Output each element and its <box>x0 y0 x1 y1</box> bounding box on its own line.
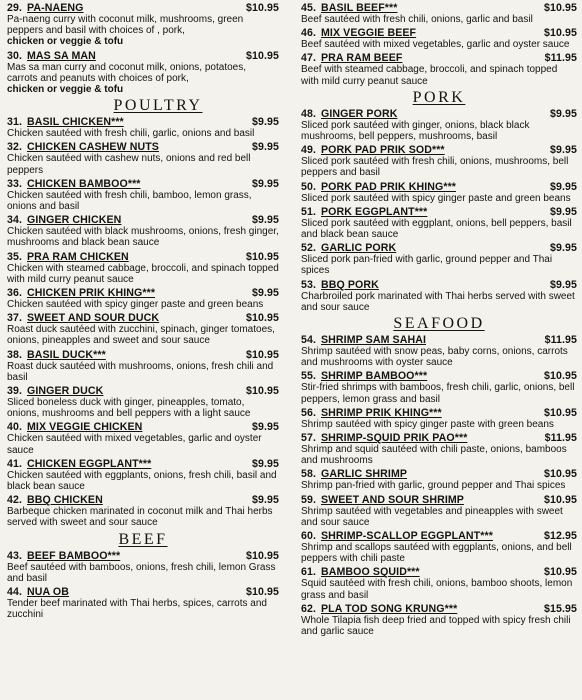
menu-item <box>7 494 279 528</box>
menu-item-description <box>7 324 279 346</box>
menu-item-description <box>301 218 577 240</box>
menu-item-number: 42. <box>7 494 23 507</box>
menu-item-price: $9.95 <box>251 141 279 154</box>
menu-item-description <box>301 506 577 528</box>
menu-item-name: PORK PAD PRIK KHING*** <box>321 180 457 193</box>
menu-item-price: $11.95 <box>544 52 577 65</box>
menu-item-description-text: Shrimp and scallops sautéed with eggplants, onions, and bell peppers with chili paste <box>301 542 572 565</box>
menu-item-title <box>7 385 103 397</box>
menu-item-header <box>301 242 577 254</box>
menu-item-description <box>301 542 577 564</box>
menu-item-description <box>301 254 577 276</box>
menu-item <box>7 2 279 48</box>
menu-item-description <box>301 64 577 86</box>
menu-item-price: $11.95 <box>544 432 577 445</box>
menu-item-price: $10.95 <box>245 549 279 562</box>
menu-item-header <box>301 370 577 382</box>
menu-item-name: GINGER PORK <box>321 107 398 120</box>
menu-item-header <box>7 349 279 361</box>
menu-item-header <box>301 181 577 193</box>
menu-column-right <box>293 2 579 700</box>
menu-item-name: PORK EGGPLANT*** <box>321 205 428 218</box>
menu-item-header <box>301 2 577 14</box>
menu-item <box>301 206 577 240</box>
menu-item-price: $9.95 <box>251 177 279 190</box>
menu-item-description-text: Chicken with steamed cabbage, broccoli, and spinach topped with mild curry peanut sauce <box>7 262 279 285</box>
menu-item-price: $9.95 <box>549 180 577 193</box>
menu-item-name: BEEF BAMBOO*** <box>27 549 121 562</box>
menu-item-number: 32. <box>7 141 23 154</box>
menu-item-title <box>301 432 467 444</box>
menu-item-description-text: Chicken sautéed with cashew nuts, onions and red bell peppers <box>7 153 251 176</box>
menu-item <box>7 586 279 620</box>
menu-item-number: 40. <box>7 421 23 434</box>
menu-item-description-text: Beef sautéed with mixed vegetables, garlic and oyster sauce <box>301 39 570 51</box>
menu-item-title <box>7 287 155 299</box>
menu-item-name: BASIL DUCK*** <box>27 348 106 361</box>
menu-item-number: 44. <box>7 586 23 599</box>
menu-item <box>301 468 577 491</box>
menu-item-name: BAMBOO SQUID*** <box>321 566 420 579</box>
menu-item-title <box>7 50 96 62</box>
section-title-beef: BEEF <box>118 530 168 548</box>
menu-item-choices: chicken or veggie & tofu <box>7 84 124 96</box>
menu-item-description-text: Mas sa man curry and coconut milk, onions, potatoes, carrots and peanuts with choices of pork, <box>7 61 247 84</box>
menu-item-description-text: Shrimp and squid sautéed with chili paste, onions, bamboos and mushrooms <box>301 444 567 467</box>
menu-item-name: MAS SA MAN <box>27 49 96 62</box>
menu-item-price: $10.95 <box>245 385 279 398</box>
menu-item-header <box>7 287 279 299</box>
menu-item-header <box>301 432 577 444</box>
menu-item-header <box>301 144 577 156</box>
menu-item <box>7 312 279 346</box>
menu-item-description-text: Charbroiled pork marinated with Thai herbs served with sweet and sour sauce <box>301 290 575 313</box>
menu-item-description-text: Sliced pork sautéed with spicy ginger paste and green beans <box>301 192 571 204</box>
menu-item-description-text: Shrimp sautéed with spicy ginger paste with green beans <box>301 418 554 430</box>
menu-item-description <box>7 506 279 528</box>
menu-item-price: $9.95 <box>251 494 279 507</box>
section-title-pork: PORK <box>412 88 466 106</box>
menu-item-description-text: Beef with steamed cabbage, broccoli, and spinach topped with mild curry peanut sauce <box>301 64 558 87</box>
menu-item-price: $9.95 <box>549 205 577 218</box>
menu-item-description-text: Barbeque chicken marinated in coconut milk and Thai herbs served with sweet and sour sauce <box>7 506 273 529</box>
menu-item-price: $9.95 <box>251 116 279 129</box>
menu-item-name: SWEET AND SOUR SHRIMP <box>321 493 464 506</box>
menu-item-description <box>301 444 577 466</box>
menu-item-header <box>301 494 577 506</box>
menu-item-header <box>301 530 577 542</box>
menu-item-number: 52. <box>301 242 317 255</box>
menu-item-title <box>301 2 397 14</box>
menu-item <box>7 421 279 455</box>
menu-item-number: 51. <box>301 205 317 218</box>
menu-item-description <box>301 480 577 491</box>
menu-item-number: 45. <box>301 2 317 14</box>
menu-item-number: 31. <box>7 116 23 129</box>
menu-item-title <box>7 494 103 506</box>
menu-item-price: $11.95 <box>544 334 577 347</box>
menu-item-number: 34. <box>7 214 23 227</box>
menu-item-name: CHICKEN CASHEW NUTS <box>27 141 159 154</box>
menu-item-price: $9.95 <box>251 287 279 300</box>
menu-item <box>301 242 577 276</box>
menu-item <box>301 494 577 528</box>
menu-item-number: 43. <box>7 549 23 562</box>
menu-item-header <box>7 2 279 14</box>
menu-item-title <box>301 181 456 193</box>
menu-item-description <box>7 397 279 419</box>
menu-item-description <box>7 263 279 285</box>
menu-item-number: 62. <box>301 602 317 615</box>
menu-item-header <box>7 550 279 562</box>
menu-item <box>7 385 279 419</box>
menu-item-description <box>301 156 577 178</box>
menu-item <box>7 349 279 383</box>
menu-item-description <box>7 562 279 584</box>
menu-item-description-text: Shrimp sautéed with vegetables and pineapples with sweet and sour sauce <box>301 505 563 528</box>
menu-item-title <box>7 312 159 324</box>
menu-item-title <box>301 27 416 39</box>
menu-item-price: $9.95 <box>251 457 279 470</box>
menu-item-description <box>7 299 279 310</box>
menu-item-price: $12.95 <box>543 530 577 543</box>
menu-item-description <box>301 291 577 313</box>
menu-item-name: GARLIC SHRIMP <box>321 468 408 481</box>
menu-item-name: SHRIMP-SQUID PRIK PAO*** <box>321 432 468 445</box>
menu-item-name: GINGER DUCK <box>27 385 104 398</box>
menu-item-description <box>7 14 279 48</box>
menu-item-number: 33. <box>7 177 23 190</box>
menu-item <box>301 407 577 430</box>
menu-item-title <box>301 370 427 382</box>
menu-item-choices: chicken or veggie & tofu <box>7 36 124 48</box>
menu-item-description <box>301 382 577 404</box>
menu-item-header <box>301 206 577 218</box>
menu-item-title <box>301 108 397 120</box>
menu-item-name: PRA RAM BEEF <box>321 52 403 65</box>
menu-item-description-text: Sliced pork pan-fried with garlic, ground pepper and Thai spices <box>301 254 553 277</box>
menu-item <box>301 370 577 404</box>
menu-item-name: MIX VEGGIE BEEF <box>321 27 417 40</box>
menu-item-title <box>7 421 142 433</box>
menu-item-number: 35. <box>7 250 23 263</box>
menu-item-header <box>301 108 577 120</box>
menu-item-description-text: Chicken sautéed with spicy ginger paste and green beans <box>7 299 264 311</box>
menu-item-header <box>7 251 279 263</box>
menu-item-description <box>7 190 279 212</box>
menu-item-title <box>301 407 442 419</box>
menu-item <box>301 566 577 600</box>
menu-item <box>7 50 279 96</box>
menu-item-title <box>301 530 493 542</box>
menu-item-header <box>301 468 577 480</box>
menu-item <box>7 141 279 175</box>
menu-item-title <box>7 349 106 361</box>
menu-item-price: $10.95 <box>543 370 577 383</box>
menu-item-name: PRA RAM CHICKEN <box>27 250 129 263</box>
menu-item-title <box>7 214 121 226</box>
menu-item-number: 60. <box>301 530 317 543</box>
menu-item-number: 36. <box>7 287 23 300</box>
menu-item-description <box>7 128 279 139</box>
menu-item-header <box>7 385 279 397</box>
menu-item-name: PLA TOD SONG KRUNG*** <box>321 602 458 615</box>
menu-item-name: NUA OB <box>27 586 69 599</box>
menu-item-number: 46. <box>301 27 317 40</box>
menu-item-title <box>301 279 379 291</box>
menu-item-price: $10.95 <box>543 468 577 481</box>
menu-item-number: 47. <box>301 52 317 65</box>
menu-item-description-text: Tender beef marinated with Thai herbs, spices, carrots and zucchini <box>7 598 267 621</box>
menu-item-description <box>301 419 577 430</box>
menu-item-price: $9.95 <box>549 242 577 255</box>
menu-item <box>7 458 279 492</box>
menu-item-number: 30. <box>7 49 23 62</box>
menu-item-description-text: Shrimp sautéed with snow peas, baby corns, onions, carrots and mushrooms with oyster sauce <box>301 346 568 369</box>
menu-item-title <box>7 141 159 153</box>
menu-item-number: 59. <box>301 493 317 506</box>
menu-item-header <box>7 494 279 506</box>
menu-item-name: BASIL CHICKEN*** <box>27 116 124 129</box>
menu-item-name: CHICKEN PRIK KHING*** <box>27 287 156 300</box>
menu-item-number: 37. <box>7 312 23 325</box>
menu-item-title <box>301 494 464 506</box>
menu-item <box>7 116 279 139</box>
menu-item-number: 39. <box>7 385 23 398</box>
menu-item-price: $15.95 <box>543 602 577 615</box>
menu-item-price: $10.95 <box>245 49 279 62</box>
menu-item-description <box>7 62 279 96</box>
menu-item-title <box>301 206 427 218</box>
menu-item-description <box>301 193 577 204</box>
menu-item-number: 48. <box>301 107 317 120</box>
menu-item-number: 41. <box>7 457 23 470</box>
menu-item-header <box>301 279 577 291</box>
menu-item-number: 61. <box>301 566 317 579</box>
menu-item-title <box>7 2 84 14</box>
menu-item-description <box>301 578 577 600</box>
menu-item-number: 56. <box>301 406 317 419</box>
menu-item-header <box>301 603 577 615</box>
menu-item-number: 57. <box>301 432 317 445</box>
menu-item-price: $9.95 <box>251 214 279 227</box>
menu-item-header <box>301 52 577 64</box>
menu-item-description-text: Chicken sautéed with fresh chili, bamboo, lemon grass, onions and basil <box>7 189 252 213</box>
menu-item-description <box>7 226 279 248</box>
menu-item <box>301 603 577 637</box>
menu-item-price: $10.95 <box>245 586 279 599</box>
menu-item-name: GINGER CHICKEN <box>27 214 122 227</box>
menu-item-title <box>301 334 426 346</box>
menu-item-price: $10.95 <box>245 2 279 14</box>
menu-item-title <box>301 144 445 156</box>
menu-item-price: $10.95 <box>543 27 577 40</box>
menu-item-name: CHICKEN BAMBOO*** <box>27 177 141 190</box>
menu-item-description <box>7 361 279 383</box>
menu-item <box>7 214 279 248</box>
menu-item-description-text: Chicken sautéed with fresh chili, garlic, onions and basil <box>7 128 255 140</box>
menu-item-description-text: Chicken sautéed with black mushrooms, onions, fresh ginger, mushrooms and black bean sauce <box>7 226 279 249</box>
menu-item-name: MIX VEGGIE CHICKEN <box>27 421 143 434</box>
menu-item-name: BASIL BEEF*** <box>321 2 398 14</box>
menu-item-description <box>301 346 577 368</box>
menu-item-number: 53. <box>301 278 317 291</box>
menu-item-number: 29. <box>7 2 23 14</box>
menu-item <box>301 279 577 313</box>
menu-item-description-text: Beef sautéed with bamboos, onions, fresh chili, lemon Grass and basil <box>7 561 276 584</box>
menu-item-description <box>7 598 279 620</box>
menu-item <box>301 334 577 368</box>
menu-item-name: GARLIC PORK <box>321 242 397 255</box>
menu-item-description-text: Sliced pork sautéed with ginger, onions, black black mushrooms, bell peppers, mushrooms, basil <box>301 119 530 143</box>
menu-item <box>301 144 577 178</box>
menu-item-name: SHRIMP BAMBOO*** <box>321 370 428 383</box>
menu-item-title <box>7 458 151 470</box>
menu-item-header <box>7 50 279 62</box>
menu-item-name: SHRIMP SAM SAHAI <box>321 334 426 347</box>
menu-item-description <box>7 433 279 455</box>
menu-item-description-text: Sliced pork sautéed with eggplant, onions, bell peppers, basil and black bean sauce <box>301 217 572 241</box>
menu-item-description-text: Squid sautéed with fresh chili, onions, bamboo shoots, lemon grass and basil <box>301 578 573 601</box>
menu-item-description-text: Chicken sautéed with mixed vegetables, garlic and oyster sauce <box>7 433 262 456</box>
menu-item-description-text: Chicken sautéed with eggplants, onions, fresh chili, basil and black bean sauce <box>7 469 277 493</box>
menu-item-price: $10.95 <box>543 2 577 14</box>
menu-item-header <box>301 566 577 578</box>
menu-item-price: $10.95 <box>245 348 279 361</box>
menu-item-description-text: Beef sautéed with fresh chili, onions, garlic and basil <box>301 14 533 25</box>
menu-item-name: SHRIMP-SCALLOP EGGPLANT*** <box>321 530 493 543</box>
menu-item-header <box>7 141 279 153</box>
menu-item-header <box>301 407 577 419</box>
menu-item-header <box>7 458 279 470</box>
menu-item-title <box>7 116 124 128</box>
menu-item-description <box>301 615 577 637</box>
menu-item-title <box>301 603 457 615</box>
menu-item-header <box>301 334 577 346</box>
menu-item-number: 58. <box>301 468 317 481</box>
menu-column-left <box>3 2 293 700</box>
menu-item <box>301 108 577 142</box>
menu-item-title <box>301 242 396 254</box>
menu-item-price: $9.95 <box>251 421 279 434</box>
menu-item-title <box>7 550 120 562</box>
menu-item-name: CHICKEN EGGPLANT*** <box>27 457 152 470</box>
menu-item-description-text: Stir-fried shrimps with bamboos, fresh chili, garlic, onions, bell peppers, lemon grass and basil <box>301 382 575 405</box>
menu-item-header <box>7 312 279 324</box>
menu-item <box>301 181 577 204</box>
menu-item <box>301 530 577 564</box>
menu-item-name: PA-NAENG <box>27 2 84 14</box>
menu-item-name: SWEET AND SOUR DUCK <box>27 312 160 325</box>
menu-item-number: 38. <box>7 348 23 361</box>
menu-item-price: $10.95 <box>543 566 577 579</box>
menu-item-price: $10.95 <box>543 406 577 419</box>
menu-item-header <box>301 27 577 39</box>
menu-item-price: $9.95 <box>549 144 577 157</box>
menu-item-title <box>7 586 69 598</box>
menu-item-price: $9.95 <box>549 278 577 291</box>
menu-item-title <box>301 566 420 578</box>
menu-item-title <box>301 468 407 480</box>
menu-item <box>7 251 279 285</box>
menu-item-description-text: Sliced boneless duck with ginger, pineapples, tomato, onions, mushrooms and bell peppers with a light sauce <box>7 397 251 420</box>
section-title-poultry: POULTRY <box>113 97 203 115</box>
menu-item-price: $10.95 <box>245 312 279 325</box>
section-title-seafood: SEAFOOD <box>393 315 485 333</box>
menu-item <box>7 550 279 584</box>
menu-item-number: 49. <box>301 144 317 157</box>
menu-item-name: BBQ CHICKEN <box>27 494 103 507</box>
menu-item-header <box>7 421 279 433</box>
menu-item-description <box>301 14 577 25</box>
menu-item-description-text: Roast duck sautéed with zucchini, spinach, ginger tomatoes, onions, pineapples and sweet and sour sauce <box>7 324 275 347</box>
menu-item-header <box>7 116 279 128</box>
menu-item-description-text: Shrimp pan-fried with garlic, ground pepper and Thai spices <box>301 480 566 492</box>
menu-item <box>301 432 577 466</box>
menu-item-header <box>7 178 279 190</box>
menu-item-name: PORK PAD PRIK SOD*** <box>321 144 445 157</box>
menu-item-price: $10.95 <box>245 250 279 263</box>
menu-item <box>7 178 279 212</box>
menu-item-name: BBQ PORK <box>321 278 379 291</box>
menu-item-header <box>7 586 279 598</box>
menu-item-title <box>7 178 141 190</box>
menu-item-description-text: Pa-naeng curry with coconut milk, mushrooms, green peppers and basil with choices of , pork, <box>7 14 244 37</box>
menu-item-number: 55. <box>301 370 317 383</box>
menu-item-title <box>301 52 402 64</box>
menu-item-description-text: Roast duck sautéed with mushrooms, onions, fresh chili and basil <box>7 360 274 383</box>
menu-item-price: $9.95 <box>549 107 577 120</box>
menu-item <box>301 2 577 25</box>
menu-item-description <box>301 39 577 50</box>
menu-item-description <box>7 153 279 175</box>
menu-item-header <box>7 214 279 226</box>
menu-item-title <box>7 251 129 263</box>
menu-item-number: 54. <box>301 334 317 347</box>
menu-item-number: 50. <box>301 180 317 193</box>
menu-item-description-text: Whole Tilapia fish deep fried and topped with spicy fresh chili and garlic sauce <box>301 614 571 638</box>
menu-item-name: SHRIMP PRIK KHING*** <box>321 406 442 419</box>
menu-item <box>301 52 577 86</box>
menu-item-description <box>7 470 279 492</box>
menu-item-description-text: Sliced pork sautéed with fresh chili, onions, mushrooms, bell peppers and basil <box>301 156 569 179</box>
menu-item <box>301 27 577 50</box>
menu-item-description <box>301 120 577 142</box>
menu-item-price: $10.95 <box>543 493 577 506</box>
menu-item <box>7 287 279 310</box>
